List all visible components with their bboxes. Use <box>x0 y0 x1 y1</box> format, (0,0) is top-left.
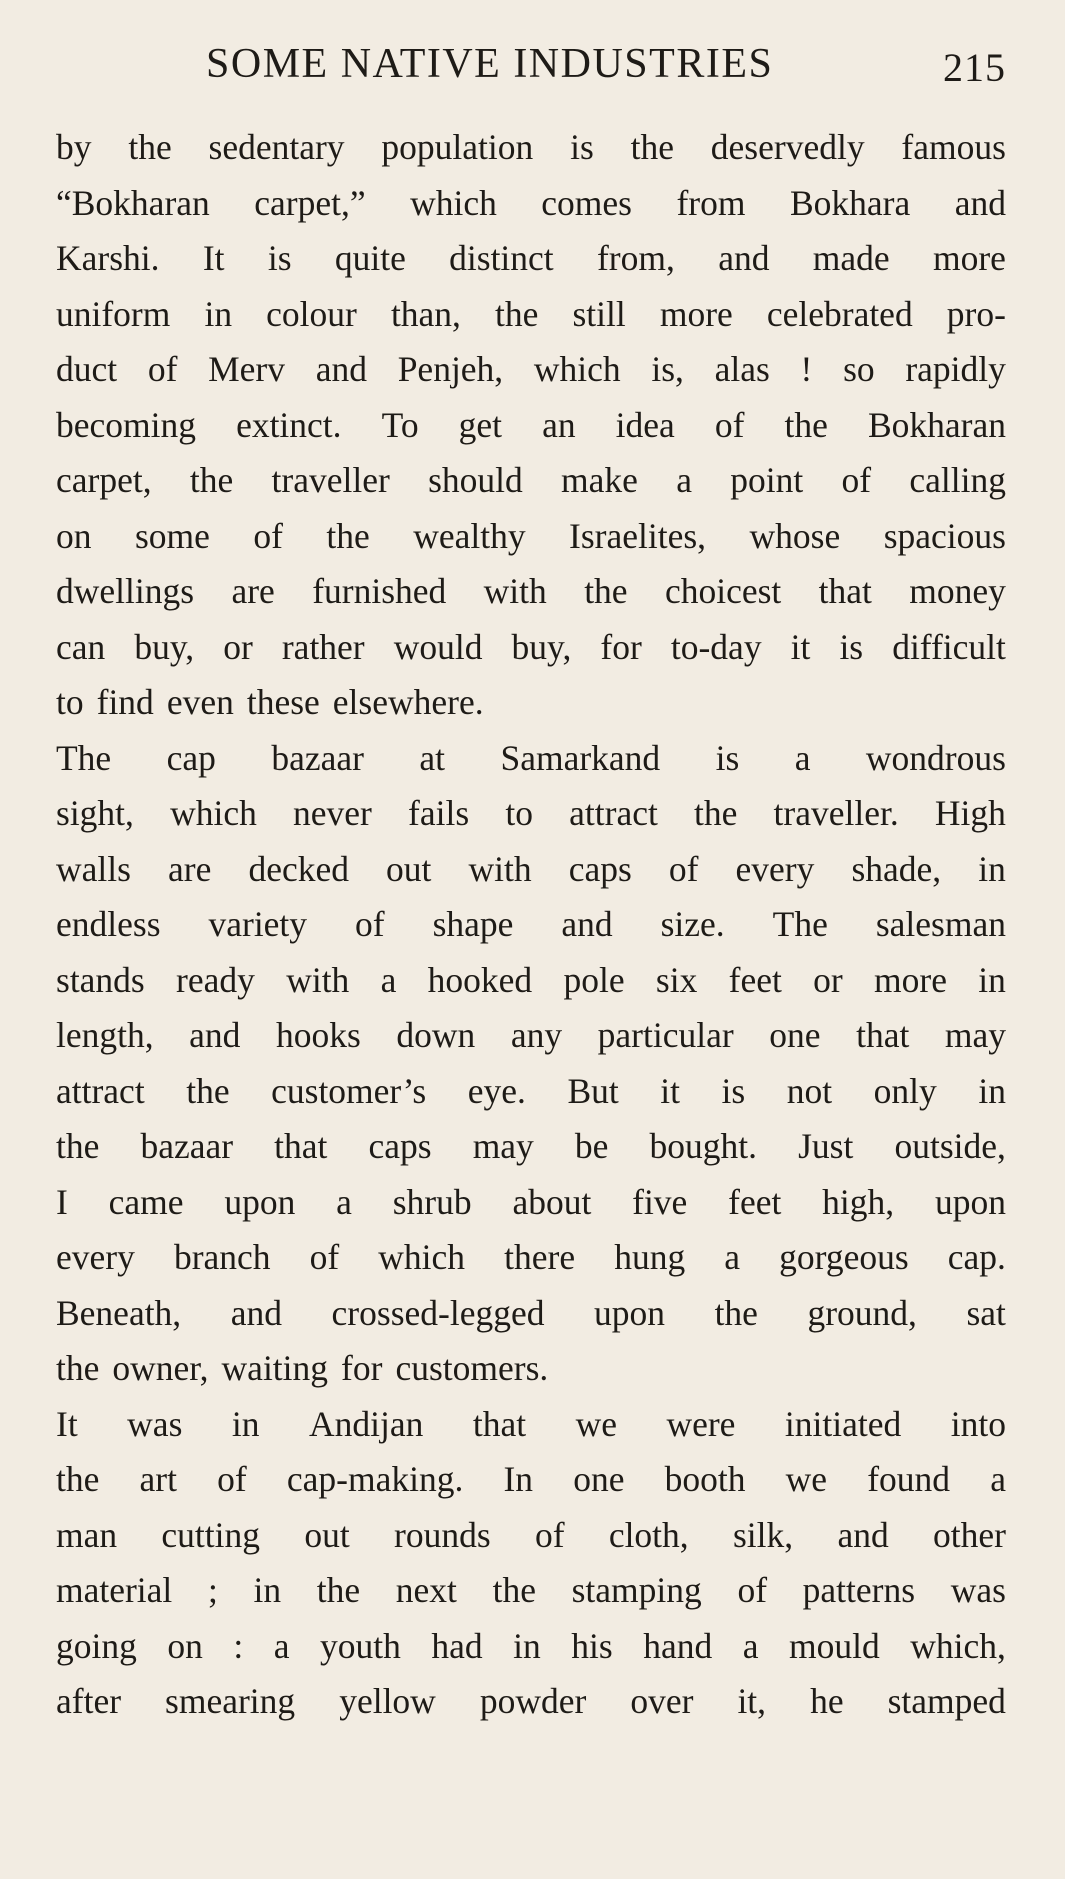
text-line: material ; in the next the stamping of patterns was <box>56 1570 1006 1610</box>
running-title: SOME NATIVE INDUSTRIES <box>206 41 774 87</box>
text-line: Karshi. It is quite distinct from, and made more <box>56 238 1006 278</box>
text-line: on some of the wealthy Israelites, whose spacious <box>56 515 1006 556</box>
text-line: stands ready with a hooked pole six feet or more in <box>56 959 1006 1000</box>
text-line: every branch of which there hung a gorgeous cap. <box>56 1237 1006 1277</box>
running-head <box>56 36 1006 92</box>
text-line: the bazaar that caps may be bought. Just outside, <box>56 1126 1006 1166</box>
text-line: length, and hooks down any particular one that may <box>56 1015 1006 1055</box>
text-line: the art of cap-making. In one booth we found a <box>56 1459 1006 1499</box>
text-line: sight, which never fails to attract the traveller. High <box>56 793 1006 833</box>
page-number: 215 <box>943 45 1006 90</box>
text-line: to find even these elsewhere. <box>56 682 484 722</box>
text-line: walls are decked out with caps of every shade, in <box>56 848 1006 889</box>
text-line: becoming extinct. To get an idea of the Bokharan <box>56 404 1006 445</box>
text-line: carpet, the traveller should make a point of calling <box>56 460 1006 500</box>
text-line: endless variety of shape and size. The salesman <box>56 904 1006 944</box>
text-line: going on : a youth had in his hand a mould which, <box>56 1625 1006 1666</box>
text-line: by the sedentary population is the deservedly famous <box>56 127 1006 167</box>
text-line: man cutting out rounds of cloth, silk, and other <box>56 1514 1006 1555</box>
text-line: after smearing yellow powder over it, he stamped <box>56 1681 1006 1721</box>
text-line: uniform in colour than, the still more celebrated pro- <box>56 293 1006 334</box>
text-line: the owner, waiting for customers. <box>56 1348 549 1388</box>
text-line: It was in Andijan that we were initiated into <box>56 1403 1006 1444</box>
text-line: I came upon a shrub about five feet high, upon <box>56 1181 1006 1222</box>
text-line: Beneath, and crossed-legged upon the ground, sat <box>56 1292 1006 1333</box>
text-line: can buy, or rather would buy, for to-day it is difficult <box>56 626 1006 667</box>
text-line: “Bokharan carpet,” which comes from Bokhara and <box>56 182 1006 223</box>
body-text <box>56 120 1006 1730</box>
text-line: attract the customer’s eye. But it is not only in <box>56 1070 1006 1111</box>
text-line: dwellings are furnished with the choicest that money <box>56 571 1006 611</box>
text-line: The cap bazaar at Samarkand is a wondrous <box>56 737 1006 778</box>
text-line: duct of Merv and Penjeh, which is, alas ! so rapidly <box>56 349 1006 389</box>
